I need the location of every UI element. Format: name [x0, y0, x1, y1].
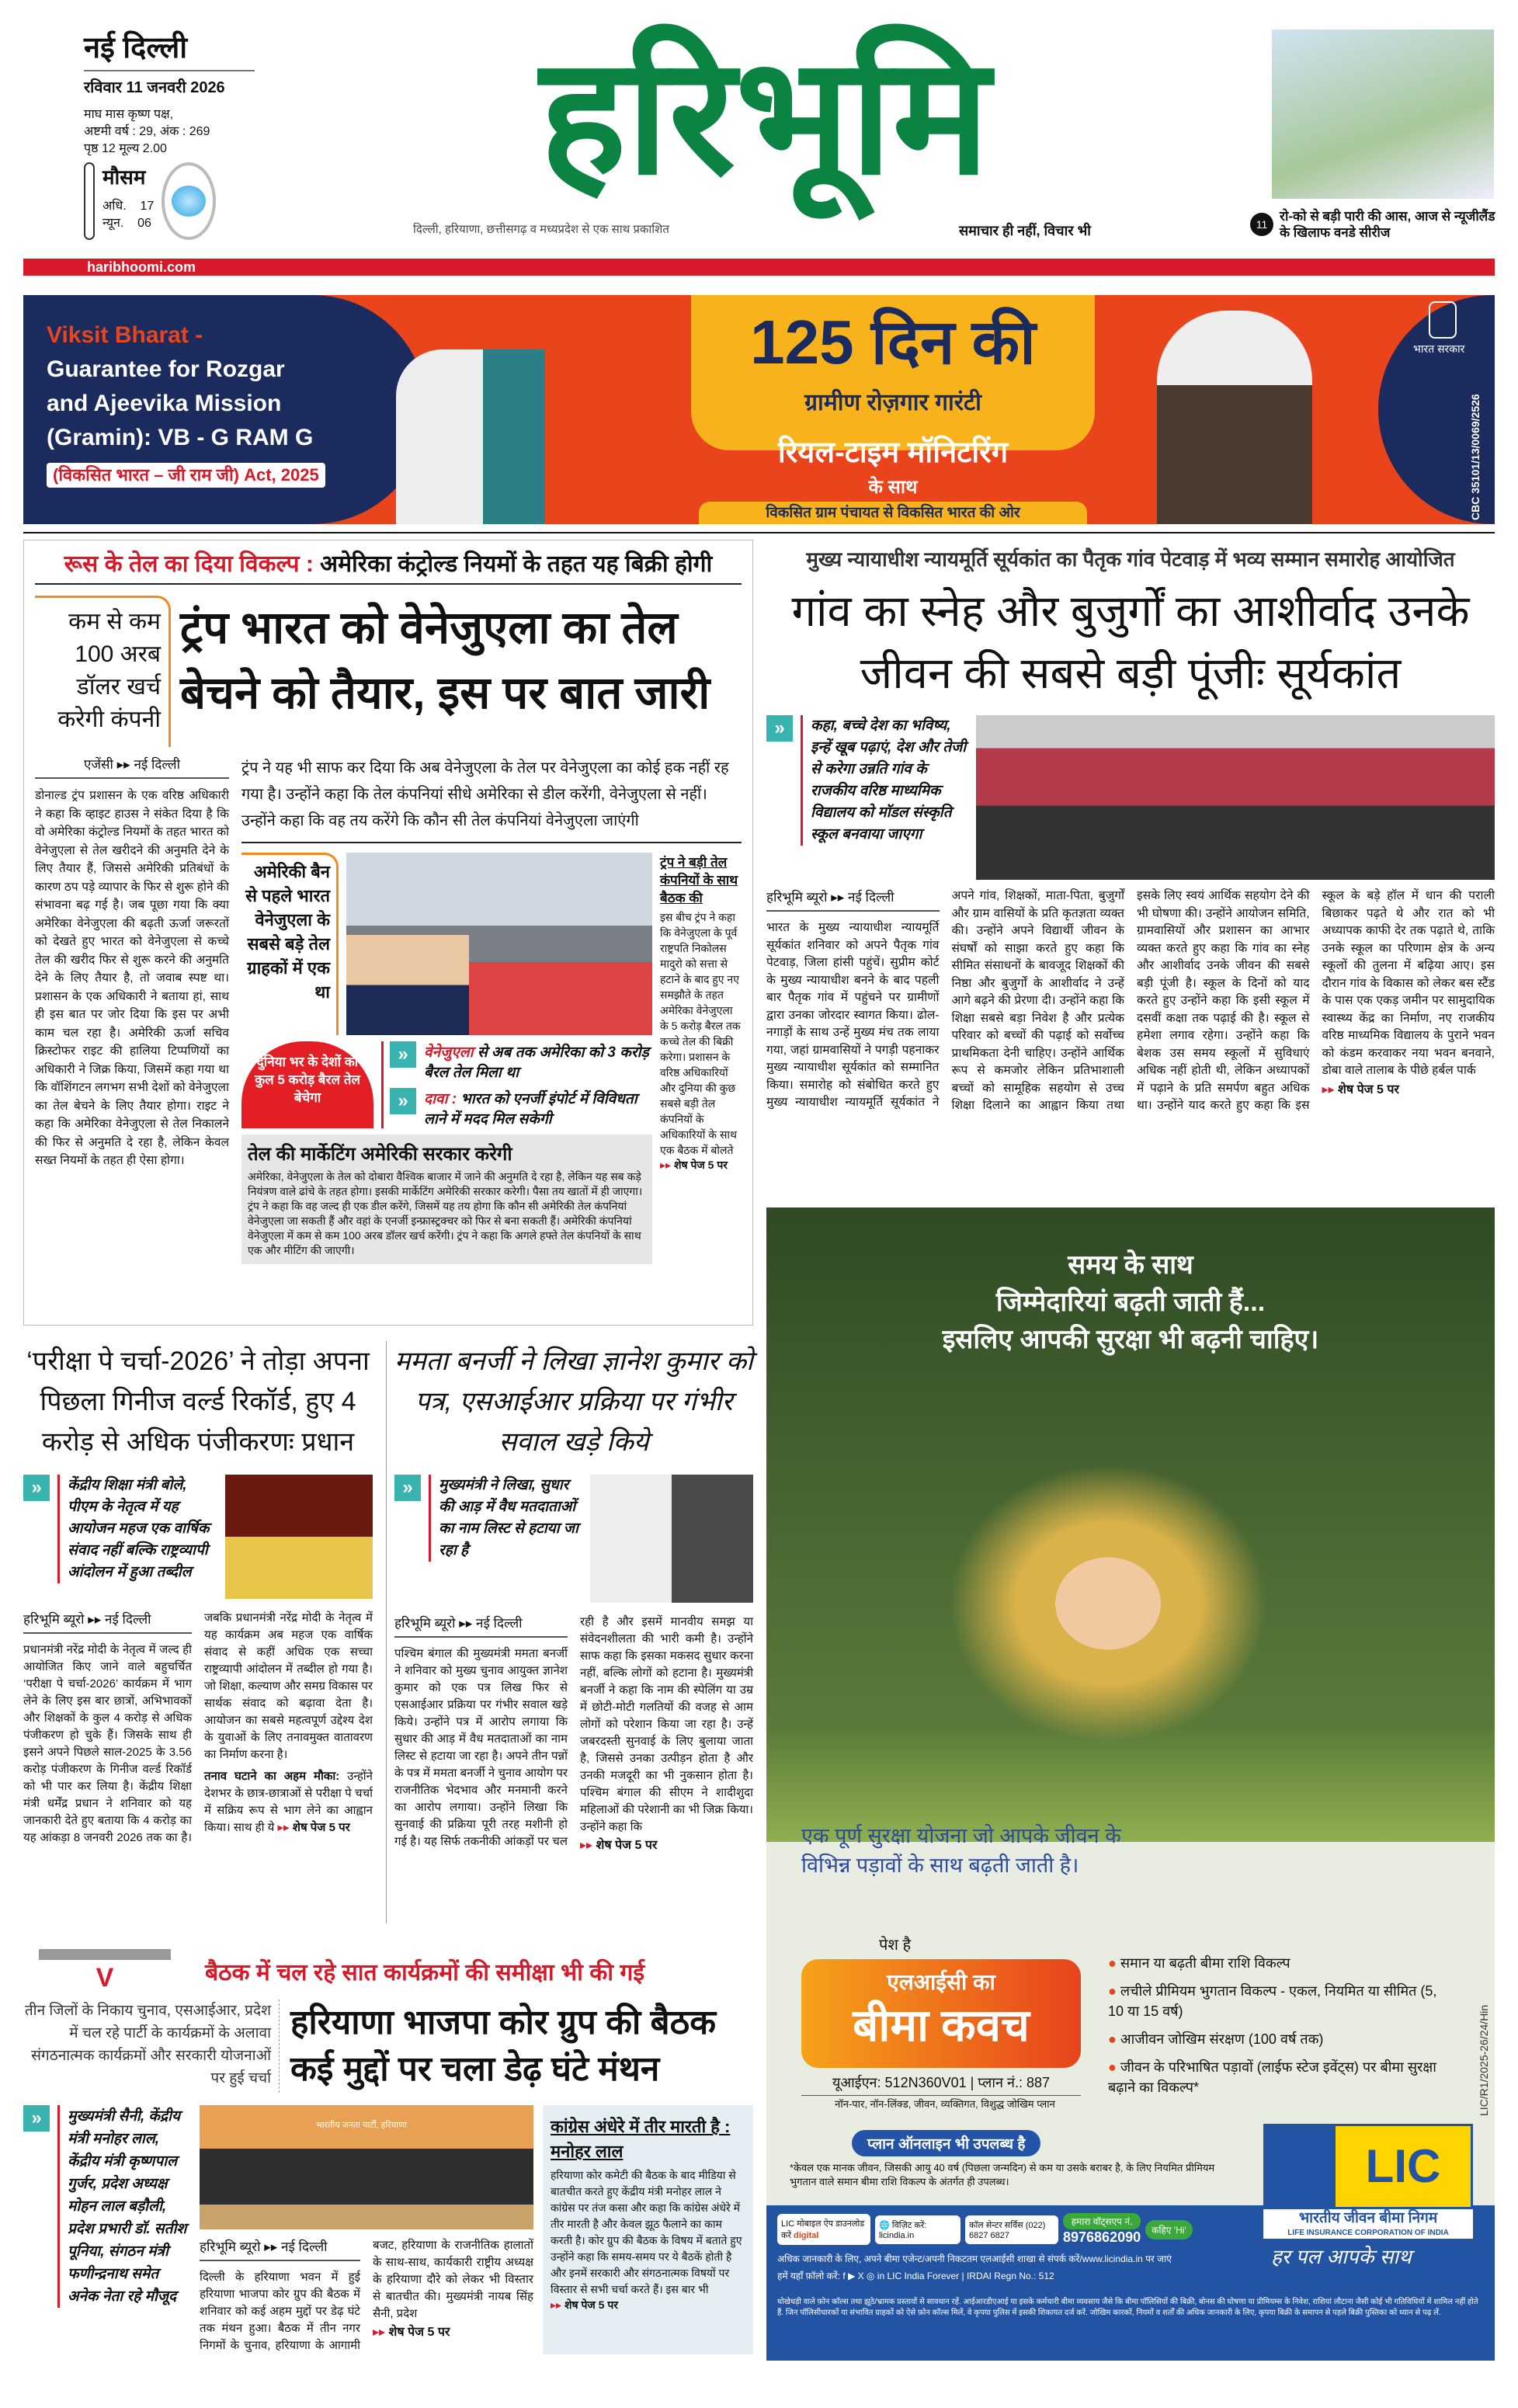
story-mamata — [394, 1341, 753, 1935]
story-kicker: मुख्यमंत्री ने लिखा, सुधार की आड़ में वैध मतदाताओं का नाम लिस्ट से हटाया जा रहा है — [429, 1475, 582, 1562]
byline: एजेंसी ▸▸ नई दिल्ली — [35, 755, 229, 779]
pages-price: पृष्ठ 12 मूल्य 2.00 — [84, 142, 167, 155]
weather-label: मौसम — [102, 165, 146, 189]
story-headline[interactable]: गांव का स्नेह और बुजुर्गों का आशीर्वाद उनके जीवन की सबसे बड़ी पूंजीः सूर्यकांत — [791, 586, 1470, 697]
family-photo — [922, 1440, 1294, 1767]
lic-slogan: हर पल आपके साथ — [1271, 2245, 1412, 2268]
feature-item: ● लचीले प्रीमियम भुगतान विकल्प - एकल, नियमित या सीमित (5, 10 या 15 वर्ष) — [1108, 1983, 1437, 2019]
side-box-body: हरियाणा कोर कमेटी की बैठक के बाद मीडिया से बातचीत करते हुए केंद्रीय मंत्री मनोहर लाल ने कांग्रेस पर तंज कसा और कहा कि कांग्रेस अंधेरे में तीर मारती है और केवल झूठ फैलाने का काम करती है। कोर ग्रुप की बैठक के विषय में बताते हुए उन्होंने कहा कि समय-समय पर ये बैठकें होती है और इनमें सरकारी और संगठनात्मक विषयों पर विस्तार से सभी चर्चा करते हैं। इस बार भी — [551, 2169, 742, 2295]
plan-type: नॉन-पार, नॉन-लिंक्ड, जीवन, व्यक्तिगत, विशुद्ध जोखिम प्लान — [835, 2098, 1055, 2110]
whatsapp-box[interactable]: हमारा वॉट्सएप नं. 8976862090 — [1063, 2213, 1141, 2246]
story-pariksha — [23, 1341, 380, 1935]
story-subsection: तनाव घटाने का अहम मौका: उन्होंने देशभर के छात्र-छात्राओं से परीक्षा पे चर्चा में सक्रिय रूप से भाग लेने का आह्वान किया। साथ ही ये ▸▸ शेष पेज 5 पर — [204, 1770, 373, 1834]
story-venezuela-oil — [23, 540, 753, 1326]
continued-link[interactable]: ▸▸ शेष पेज 5 पर — [373, 2326, 450, 2339]
ad-headline-line: इसलिए आपकी सुरक्षा भी बढ़नी चाहिए। — [942, 1325, 1319, 1354]
presents-label: पेश है — [879, 1937, 912, 1954]
lic-bima-kavach-ad[interactable] — [766, 1207, 1495, 2361]
ad-tagline: एक पूर्ण सुरक्षा योजना जो आपके जीवन के विभिन्न पड़ावों के साथ बढ़ती जाती है। — [801, 1824, 1121, 1877]
story-body: दिल्ली के हरियाणा भवन में हुई हरियाणा भाजपा कोर ग्रुप की बैठक में शनिवार को कई अहम मुद्दों पर डेढ़ घंटे तक मंथन हुआ। बैठक में तीन नगर निगमों के चुनाव, हरियाणा के आगामी बजट, हरियाणा के राजनीतिक हालातों के साथ-साथ, कार्यकारी राष्ट्रीय अध्यक्ष के हरियाणा दौरे को लेकर भी विस्तार से बातचीत की। मुख्यमंत्री नायब सिंह सैनी, प्रदेश — [200, 2239, 533, 2352]
ad-headline-line: समय के साथ — [1068, 1250, 1193, 1280]
ad-monitoring: रियल-टाइम मॉनिटरिंग — [777, 436, 1009, 469]
feature-item: ● समान या बढ़ती बीमा राशि विकल्प — [1108, 1955, 1290, 1971]
story-strap: रूस के तेल का दिया विकल्प : अमेरिका कंट्रोल्ड नियमों के तहत यह बिक्री होगी — [35, 547, 742, 585]
issue-info: अष्टमी वर्ष : 29, अंक : 269 — [84, 125, 210, 138]
byline: हरिभूमि ब्यूरो ▸▸ नई दिल्ली — [394, 1614, 568, 1638]
chevron-icon: » — [23, 2105, 50, 2132]
ad-bottom-strip: विकसित ग्राम पंचायत से विकसित भारत की ओर — [699, 502, 1087, 524]
ad-title-line: Guarantee for Rozgar — [47, 356, 285, 382]
ad-govt: भारत सरकार — [1413, 342, 1465, 355]
weather-box — [84, 162, 255, 240]
app-download[interactable]: LIC मोबाइल ऐप डाउनलोड करें digital — [777, 2214, 870, 2245]
chevron-icon: » — [394, 1475, 421, 1501]
oil-tanker-photo — [346, 853, 652, 1035]
pm-photo — [1157, 311, 1312, 524]
chevron-icon: » — [766, 715, 793, 742]
sports-teaser[interactable] — [1250, 208, 1499, 241]
teaser-page-badge: 11 — [1250, 213, 1273, 236]
story-headline[interactable]: हरियाणा भाजपा कोर ग्रुप की बैठक कई मुद्दों पर चला डेढ़ घंटे मंथन — [290, 2003, 717, 2088]
chevron-icon: » — [390, 1088, 416, 1114]
byline: हरिभूमि ब्यूरो ▸▸ नई दिल्ली — [200, 2237, 360, 2261]
lic-org-hindi: भारतीय जीवन बीमा निगम — [1263, 2209, 1473, 2228]
masthead-info — [84, 26, 255, 240]
call-center[interactable]: कॉल सेन्टर सर्विस (022) 6827 6827 — [965, 2215, 1058, 2244]
story-side-note: तीन जिलों के निकाय चुनाव, एसआईआर, प्रदेश में चल रहे पार्टी के कार्यक्रमों के अलावा संगठनात्मक कार्यक्रमों और सरकारी योजनाओं पर हुई चर्चा — [23, 2000, 280, 2093]
chevron-icon: » — [390, 1041, 416, 1068]
side-box-title: कांग्रेस अंधेरे में तीर मारती है : मनोहर लाल — [551, 2117, 731, 2161]
ad-act: (विकसित भारत – जी राम जी) Act, 2025 — [47, 463, 325, 488]
website-link[interactable]: 🌐 विज़िट करें: licindia.in — [875, 2215, 960, 2244]
story-headline[interactable]: ममता बनर्जी ने लिखा ज्ञानेश कुमार को पत्र, एसआईआर प्रक्रिया पर गंभीर सवाल खड़े किये — [394, 1346, 753, 1457]
story-side-note: कम से कम 100 अरब डॉलर खर्च करेगी कंपनी — [35, 596, 171, 747]
social-icons[interactable]: f ▶ X ◎ in — [842, 2271, 885, 2281]
thermometer-icon — [84, 162, 95, 240]
divider — [386, 1341, 387, 1923]
max-temp: 17 — [140, 200, 155, 213]
info-box-title: तेल की मार्केटिंग अमेरिकी सरकार करेगी — [248, 1144, 512, 1165]
vb-g-ram-g-ad[interactable] — [23, 295, 1495, 524]
story-headline[interactable]: ‘परीक्षा पे चर्चा-2026’ ने तोड़ा अपना पिछला गिनीज वर्ल्ड रिकॉर्ड, हुए 4 करोड़ से अधिक पंजीकरणः प्रधान — [26, 1346, 370, 1457]
side-body: इस बीच ट्रंप ने कहा कि वेनेजुएला के पूर्व राष्ट्रपति निकोलस मादुरो को सत्ता से हटाने के बाद हुए नए समझौते के तहत अमेरिका वेनेजुएला के 5 करोड़ बैरल तक कच्चे तेल की बिक्री करेगा। प्रशासन के वरिष्ठ अधिकारियों और दुनिया की कुछ सबसे बड़ी तेल कंपनियों के अधिकारियों के साथ एक बैठक में बोलते — [660, 911, 741, 1156]
lic-logo: LIC — [1263, 2124, 1473, 2209]
trump-photo — [346, 935, 469, 1035]
story-body: प्रधानमंत्री नरेंद्र मोदी के नेतृत्व में जल्द ही आयोजित किए जाने वाले बहुचर्चित ‘परीक्षा पे चर्चा-2026’ कार्यक्रम में भाग लेने के लिए इस बार छात्रों, अभिभावकों और शिक्षकों के कुल 4 करोड़ से अधिक पंजीकरण हो चुके हैं। जिसके साथ ही इसने अपने पिछले साल-2025 के 3.56 करोड़ पंजीकरण के गिनीज वर्ल्ड रिकॉर्ड को भी पार कर लिया है। केंद्रीय शिक्षा मंत्री धर्मेंद्र प्रधान ने शनिवार को यह जानकारी देते हुए बताया कि 4 करोड़ का यह आंकड़ा 8 जनवरी 2026 तक का है। जबकि प्रधानमंत्री नरेंद्र मोदी के नेतृत्व में यह कार्यक्रम अब महज एक वार्षिक संवाद से कहीं अधिक एक सच्चा राष्ट्रव्यापी आंदोलन में तब्दील हो गया है। जो शिक्षा, कल्याण और समग्र विकास पर सार्थक संवाद को बढ़ावा देता है। आयोजन का सबसे महत्वपूर्ण उद्देश्य देश के युवाओं के लिए तनावमुक्त वातावरण का निर्माण करना है। — [23, 1611, 373, 1844]
ad-with: के साथ — [868, 477, 918, 498]
mamata-gyanesh-photo — [590, 1475, 753, 1603]
uin-plan: यूआईएन: 512N360V01 | प्लान नं.: 887 — [801, 2073, 1081, 2096]
panchang: माघ मास कृष्ण पक्ष, — [84, 108, 174, 121]
story-headline[interactable]: ट्रंप भारत को वेनेजुएला का तेल बेचने को तैयार, इस पर बात जारी — [180, 603, 710, 718]
ceremony-photo — [976, 715, 1495, 880]
workers-photo — [396, 349, 644, 524]
ad-title-line: (Gramin): VB - G RAM G — [47, 425, 314, 450]
stat-bubble: दुनिया भर के देशों को कुल 5 करोड़ बैरल तेल बेचेगा — [241, 1041, 373, 1128]
info-line: अधिक जानकारी के लिए, अपने बीमा एजेन्ट/अपनी निकटतम एलआईसी शाखा से संपर्क करें/www.licindia.in पर जाएं — [777, 2253, 1172, 2264]
newspaper-logo: हरिभूमि — [540, 25, 990, 207]
continued-link[interactable]: ▸▸ शेष पेज 5 पर — [580, 1839, 658, 1852]
website-bar — [23, 259, 1495, 276]
side-title: ट्रंप ने बड़ी तेल कंपनियों के साथ बैठक की — [660, 855, 738, 905]
chevron-icon: » — [23, 1475, 50, 1501]
website-link[interactable]: haribhoomi.com — [87, 259, 196, 275]
story-strap: मुख्य न्यायाधीश न्यायमूर्ति सूर्यकांत का पैतृक गांव पेटवाड़ में भव्य सम्मान समारोह आयोजित — [806, 547, 1455, 571]
photo-banner-text: भारतीय जनता पार्टी, हरियाणा — [316, 2121, 407, 2130]
min-temp: 06 — [137, 217, 151, 230]
story-strap: बैठक में चल रहे सात कार्यक्रमों की समीक्षा भी की गई — [205, 1960, 644, 1986]
ad-code: CBC 35101/13/0069/2526 — [1469, 394, 1482, 520]
footnote: *केवल एक मानक जीवन, जिसकी आयु 40 वर्ष (पिछला जन्मदिन) से कम या उसके बराबर है, के लिए नियमित प्रीमियम भुगतान वाले समान बीमा राशि विकल्प के अंतर्गत ही उपलब्ध। — [790, 2162, 1215, 2187]
min-label: न्यून. — [102, 217, 124, 230]
ad-125-days: 125 दिन की — [750, 308, 1036, 377]
story-haryana-bjp — [23, 1949, 753, 2361]
info-box — [241, 1135, 652, 1264]
ad-title-line: and Ajeevika Mission — [47, 391, 282, 416]
bima-kavach-logo: एलआईसी का बीमा कवच — [801, 1959, 1081, 2068]
down-arrow-icon: V — [23, 1949, 186, 1993]
lic-org-english: LIFE INSURANCE CORPORATION OF INDIA — [1263, 2228, 1473, 2239]
feature-item: ● आजीवन जोखिम संरक्षण (100 वर्ष तक) — [1108, 2031, 1324, 2047]
divider — [23, 532, 1495, 533]
tagline-right: समाचार ही नहीं, विचार भी — [959, 223, 1091, 238]
pradhan-photo — [225, 1475, 373, 1599]
whatsapp-hi: कहिए 'Hi' — [1145, 2220, 1193, 2239]
ad-subtitle: ग्रामीण रोज़गार गारंटी — [804, 390, 981, 415]
ad-headline-line: जिम्मेदारियां बढ़ती जाती हैं... — [995, 1287, 1266, 1317]
tagline-left: दिल्ली, हरियाणा, छत्तीसगढ़ व मध्यप्रदेश से एक साथ प्रकाशित — [413, 223, 669, 236]
story-body: भारत के मुख्य न्यायाधीश न्यायमूर्ति सूर्यकांत शनिवार को अपने पैतृक गांव पेटवाड़, जिला हांसी पहुंचें। सुप्रीम कोर्ट के मुख्य न्यायाधीश बनने के बाद पहली बार पैतृक गांव में पहुंचने पर ग्रामीणों द्वारा उनका जोरदार स्वागत किया। ढोल-नगाड़ों के साथ उन्हें मुख्य मंच तक लाया गया, जहां ग्रामवासियों ने पगड़ी पहनाकर मुख्य न्यायाधीश सूर्यकांत को सम्मानित किया। समारोह को संबोधित करते हुए मुख्य न्यायाधीश न्यायमूर्ति सूर्यकांत ने अपने गांव, शिक्षकों, माता-पिता, बुजुर्गों और ग्राम वासियों के प्रति कृतज्ञता व्यक्त की। उन्होंने अपने विद्यार्थी जीवन के संघर्षों को साझा करते हुए कहा कि सीमित संसाधनों के बावजूद शिक्षकों की निष्ठा और बुजुर्गों के आशीर्वाद ने उन्हें आगे बढ़ने की प्रेरणा दी। उन्होंने कहा कि शिक्षा सबसे बड़ा निवेश है और प्रत्येक परिवार को बच्चों की पढ़ाई को सर्वोच्च प्राथमिकता देनी चाहिए। उन्होंने आर्थिक रूप से कमजोर लेकिन प्रतिभाशाली बच्चों को सामूहिक सहयोग से उच्च शिक्षा दिलाने का आह्वान किया तथा इसके लिए स्वयं आर्थिक सहयोग देने की भी घोषणा की। उन्होंने आयोजन समिति, ग्रामवासियों और प्रशासन का आभार व्यक्त करते हुए कहा कि गांव का स्नेह और आशीर्वाद उनके जीवन की सबसे बड़ी पूंजी है। स्कूल के दिनों को याद करते हुए उन्होंने कहा कि इसी स्कूल में दसवीं कक्षा तक पढ़ाई की है। स्कूल से हमेशा लगाव रहेगा। उन्होंने कहा कि बेशक उस समय स्कूलों में सुविधाएं अधिक नहीं होती थी, लेकिन अध्यापकों में पढ़ाने के प्रति समर्पण बहुत अधिक था। उन्होंने याद करते हुए कहा कि इस स्कूल के बड़े हॉल में धान की पराली बिछाकर पढ़ते थे और रात को भी अध्यापक काफी देर तक पढ़ाते थे, ताकि उनके स्कूल का परिणाम क्षेत्र के अन्य स्कूलों की तुलना में बढ़िया आए। इस दौरान गांव के विकास को लेकर बस स्टैंड के पास एक एकड़ जमीन पर सामुदायिक स्वास्थ्य केंद्र का निर्माण, नए राजकीय वरिष्ठ माध्यमिक विद्यालय के पुराने भवन को कंडम करवाकर नया भवन बनवाने, डोबा वाले तालाब के पीछे हर्बल पार्क — [766, 889, 1495, 1112]
teaser-text: रो-को से बड़ी पारी की आस, आज से न्यूजीलैंड के खिलाफ वनडे सीरीज — [1280, 209, 1495, 240]
story-kicker: केंद्रीय शिक्षा मंत्री बोले, पीएम के नेतृत्व में यह आयोजन महज एक वार्षिक संवाद नहीं बल्कि राष्ट्रव्यापी आंदोलन में हुआ तब्दील — [57, 1475, 217, 1583]
side-box — [543, 2105, 753, 2354]
ad-title-red: Viksit Bharat - — [47, 322, 203, 348]
pull-quote: अमेरिकी बैन से पहले भारत वेनेजुएला के सबसे बड़े तेल ग्राहकों में एक था — [241, 853, 339, 1035]
max-label: अधि. — [102, 200, 127, 213]
highlight-point: » वेनेजुएला से अब तक अमेरिका को 3 करोड़ बैरल तेल मिला था — [390, 1041, 652, 1082]
cricketer-photo[interactable] — [1272, 30, 1494, 199]
feature-item: ● जीवन के परिभाषित पड़ावों (लाईफ स्टेज इवेंट्स) पर बीमा सुरक्षा बढ़ाने का विकल्प* — [1108, 2059, 1436, 2095]
continued-link[interactable]: ▸▸ शेष पेज 5 पर — [1322, 1082, 1399, 1096]
social-line: हमें यहाँ फ़ॉलो करें: f ▶ X ◎ in LIC India Forever | IRDAI Regn No.: 512 — [777, 2271, 1054, 2281]
story-kicker: मुख्यमंत्री सैनी, केंद्रीय मंत्री मनोहर लाल, केंद्रीय मंत्री कृष्णपाल गुर्जर, प्रदेश अध्यक्ष मोहन लाल बड़ौली, प्रदेश प्रभारी डॉ. सतीश पूनिया, संगठन मंत्री फणीन्द्रनाथ समेत अनेक नेता रहे मौजूद — [57, 2105, 190, 2308]
lic-code: LIC/R1/2025-26/24/Hin — [1478, 2004, 1490, 2116]
fraud-warning: धोखेधड़ी वाले फ़ोन कॉल्स तथा झूठे/भ्रामक प्रस्तावों से सावधान रहें. आईआरडीएआई या इसके कर्मचारी बीमा व्यवसाय जैसे कि बीमा पॉलिसियों की बिक्री, बोनस की घोषणा या प्रीमियम्स के निवेश, राशियां लौटाना जैसी कोई भी गतिविधियों में शामिल नहीं होते हैं. जिन पॉलिसीधारकों या संभावित ग्राहकों को ऐसे फ़ोन कॉल्स मिलें, वे कृपया पुलिस में इसकी शिकायत दर्ज करें. जोखिम कारकों, नियमों व शर्तों की अधिक जानकारी के लिए, कृपया बिक्री के समापन से पहले बिक्री पुस्तिका को ध्यान से पढ़ लें. — [777, 2298, 1478, 2317]
story-kicker: कहा, बच्चे देश का भविष्य, इन्हें खूब पढ़ाएं, देश और तेजी से करेगा उन्नति गांव के राजकीय वरिष्ठ माध्यमिक विद्यालय को मॉडल संस्कृति स्कूल बनवाया जाएगा — [801, 715, 968, 846]
lic-hands-icon — [1266, 2126, 1336, 2207]
story-body: डोनाल्ड ट्रंप प्रशासन के एक वरिष्ठ अधिकारी ने कहा कि व्हाइट हाउस ने संकेत दिया है कि वो अमेरिका कंट्रोल्ड नियमों के तहत भारत को वेनेजुएला से तेल खरीदने की अनुमति देने के लिए तैयार हैं, जिससे अमेरिकी प्रतिबंधों के कारण ठप पड़े व्यापार के फिर से शुरू होने की संभावना बढ़ गई है। जब पूछा गया कि क्या अमेरिका वेनेजुएला की बढ़ती ऊर्जा जरूरतों को देखते हुए भारत को वेनेजुएला से कच्चे तेल की खरीद फिर से शुरू करने की अनुमति देने के लिए तैयार है, तो जवाब स्पष्ट था। प्रशासन के एक अधिकारी ने बताया हां, साथ ही इस बात पर जोर दिया कि इस पर अभी काम चल रहा है। अमेरिकी ऊर्जा सचिव क्रिस्टोफर राइट की हालिया टिप्पणियों का अधिकारी ने जिक्र किया, जिसमें कहा गया था कि वॉशिंगटन लगभग सभी देशों को वेनेजुएला का तेल बेचने के लिए तैयार होगा। राइट ने कहा कि अमेरिका वेनेजुएला से तेल निकालने की फिर से अनुमति दे रहा है, लेकिन केवल सख्त नियमों के तहत ही ऐसा होगा। — [35, 789, 229, 1167]
story-intro: ट्रंप ने यह भी साफ कर दिया कि अब वेनेजुएला के तेल पर वेनेजुएला का कोई हक नहीं रह गया है। उन्होंने कहा कि तेल कंपनियां सीधे अमेरिका से डील करेंगी, वेनेजुएला से नहीं। उन्होंने कहा कि वह तय करेंगे कि कौन सी तेल कंपनियां वेनेजुएला जाएंगी — [241, 755, 742, 843]
cloud-icon — [162, 162, 216, 240]
edition-city: नई दिल्ली — [84, 26, 255, 71]
highlight-point: » दावा : भारत को एनर्जी इंपोर्ट में विविधता लाने में मदद मिल सकेगी — [390, 1088, 652, 1128]
story-suryakant — [766, 540, 1495, 1196]
info-box-body: अमेरिका, वेनेजुएला के तेल को दोबारा वैश्विक बाजार में जाने की अनुमति दे रहा है, लेकिन यह सब कड़े नियंत्रण वाले ढांचे के तहत होगा। इसकी मार्केटिंग अमेरिकी सरकार करेगी। पैसा तय खातों में ही जाएगा। ट्रंप ने कहा कि वह जल्द ही एक डील करेंगे, जिसमें यह तय होगा कि कौन सी अमेरिकी तेल कंपनियां वेनेजुएला जा सकती हैं और वहां के एनर्जी इन्फ्रास्ट्रक्चर को फिर से बना सकती हैं। अमेरिकी कंपनियां वेनेजुएला में कम से कम 100 अरब डॉलर खर्च करेंगी। ट्रंप ने कहा कि अगले हफ्ते तेल कंपनियों के साथ एक और मीटिंग की जाएगी। — [248, 1170, 643, 1256]
emblem-icon — [1429, 301, 1457, 339]
edition-date: रविवार 11 जनवरी 2026 — [84, 79, 225, 96]
continued-link[interactable]: ▸▸ शेष पेज 5 पर — [551, 2299, 619, 2311]
meeting-photo — [200, 2105, 533, 2229]
plan-online-button[interactable]: प्लान ऑनलाइन भी उपलब्ध है — [852, 2130, 1040, 2156]
story-body: पश्चिम बंगाल की मुख्यमंत्री ममता बनर्जी ने शनिवार को मुख्य चुनाव आयुक्त ज्ञानेश कुमार को एक पत्र लिख फिर से एसआईआर प्रक्रिया पर गंभीर सवाल खड़े किये। उन्होंने पत्र में आरोप लगाया कि सुधार की आड़ में वैध मतदाताओं का नाम लिस्ट से हटाया जा रहा है। अपने तीन पन्नों के पत्र में ममता बनर्जी ने चुनाव आयोग पर राजनीतिक भेदभाव और मनमानी करने का आरोप लगाया। उन्होंने लिखा कि सुनवाई की प्रक्रिया पूरी तरह मशीनी हो गई है। यह सिर्फ तकनीकी आंकड़ों पर चल रही है और इसमें मानवीय समझ या संवेदनशीलता की भारी कमी है। उन्होंने साफ कहा कि इसका मकसद सुधार करना नहीं, बल्कि लोगों को हटाना है। मुख्यमंत्री बनर्जी ने कहा कि नाम की स्पेलिंग या उम्र में छोटी-मोटी गलतियों की वजह से आम लोगों को परेशान किया जा रहा है। उन्हें जबरदस्ती सुनवाई के लिए बुलाया जाता है, जिससे उनका उत्पीड़न होता है और उनकी मजदूरी का भी नुकसान होता है। पश्चिम बंगाल की सीएम ने शादीशुदा महिलाओं की परेशानी का भी जिक्र किया। उन्होंने कहा कि — [394, 1615, 753, 1848]
byline: हरिभूमि ब्यूरो ▸▸ नई दिल्ली — [766, 888, 940, 912]
byline: हरिभूमि ब्यूरो ▸▸ नई दिल्ली — [23, 1610, 192, 1634]
continued-link[interactable]: ▸▸ शेष पेज 5 पर — [660, 1159, 728, 1171]
feature-list — [1108, 1953, 1450, 2097]
